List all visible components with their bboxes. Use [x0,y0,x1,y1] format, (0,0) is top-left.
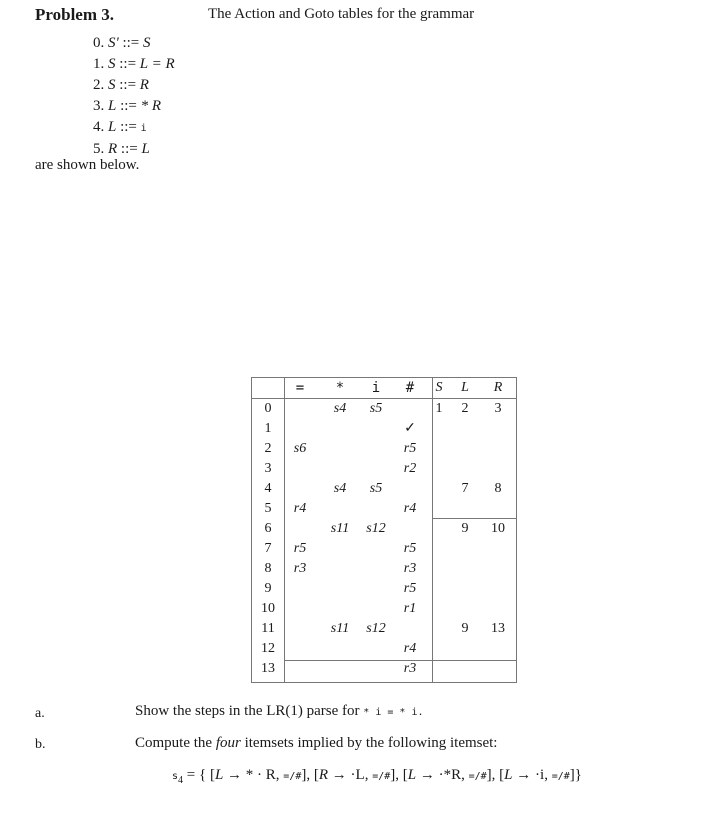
question-a-label: a. [35,706,45,721]
grammar-rule: 1. S ::= L = R [93,56,175,72]
state-number: 2 [264,441,272,456]
table-cell: r3 [293,561,307,576]
table-cell: r5 [403,541,417,556]
table-cell: s12 [366,521,386,536]
grammar-rule: 0. S' ::= S [93,35,151,51]
problem-title: Problem 3. [35,5,115,24]
table-cell: s11 [330,521,350,536]
state-number: 7 [264,541,272,556]
column-header: R [493,380,503,395]
table-cell: s4 [333,401,347,416]
grammar-closing-note: are shown below. [35,157,140,173]
table-cell: 10 [491,521,505,536]
state-column-divider [284,378,285,682]
itemset-formula: $s_4$ = { [L → * · R, =/#], [R → ·L, =/#], [L → ·*R, =/#], [L → ·i, =/#]} [172,767,582,786]
table-cell: s5 [369,401,383,416]
table-cell: r1 [403,601,417,616]
grammar-rule: 2. S ::= R [93,77,149,93]
state-number: 6 [264,521,272,536]
table-cell: 9 [461,521,469,536]
grammar-rule: 5. R ::= L [93,141,150,157]
table-cell: s12 [366,621,386,636]
table-cell: r2 [403,461,417,476]
action-goto-table [251,377,517,683]
table-cell: r3 [403,561,417,576]
problem-heading: The Action and Goto tables for the grammar [208,6,475,22]
column-header: # [405,380,415,396]
itemset-item: [R → ·L, =/#] [313,767,396,783]
table-cell: ✓ [404,421,416,436]
table-cell: r3 [403,661,417,676]
table-cell: s5 [369,481,383,496]
question-b-text: Compute the four itemsets implied by the following itemset: [135,735,498,751]
question-b-label: b. [35,737,46,752]
state-number: 10 [261,601,275,616]
table-cell: r5 [403,441,417,456]
state-number: 8 [264,561,272,576]
grammar-rule: 3. L ::= * R [93,98,162,114]
table-cell: s4 [333,481,347,496]
table-cell: 3 [494,401,502,416]
state-number: 13 [261,661,275,676]
grammar-rule: 4. L ::= i [93,119,147,135]
state-number: 11 [261,621,275,636]
table-cell: 7 [461,481,469,496]
column-header: * [335,380,345,396]
itemset-item: [L → ·i, =/#] [499,767,575,783]
table-cell: r4 [403,641,417,656]
state-number: 0 [264,401,272,416]
column-header: L [461,380,469,395]
column-header: i [371,380,381,396]
table-cell: 2 [461,401,469,416]
state-number: 4 [264,481,272,496]
table-cell: 1 [435,401,443,416]
table-cell: r5 [403,581,417,596]
state-number: 1 [264,421,272,436]
table-cell: r5 [293,541,307,556]
table-cell: s11 [330,621,350,636]
table-cell: r4 [293,501,307,516]
table-cell: 9 [461,621,469,636]
state-number: 9 [264,581,272,596]
state-number: 3 [264,461,272,476]
table-cell: r4 [403,501,417,516]
column-header: S [435,380,443,395]
table-cell: 13 [491,621,505,636]
grammar-rules [93,33,175,160]
action-goto-divider [432,378,433,682]
column-header: = [295,380,305,396]
itemset-item: [L → * · R, =/#] [209,767,307,783]
state-number: 5 [264,501,272,516]
question-a-text: Show the steps in the LR(1) parse for * i = * i. [135,703,424,719]
table-cell: s6 [293,441,307,456]
state-number: 12 [261,641,275,656]
table-cell: 8 [494,481,502,496]
itemset-item: [L → ·*R, =/#] [402,767,492,783]
